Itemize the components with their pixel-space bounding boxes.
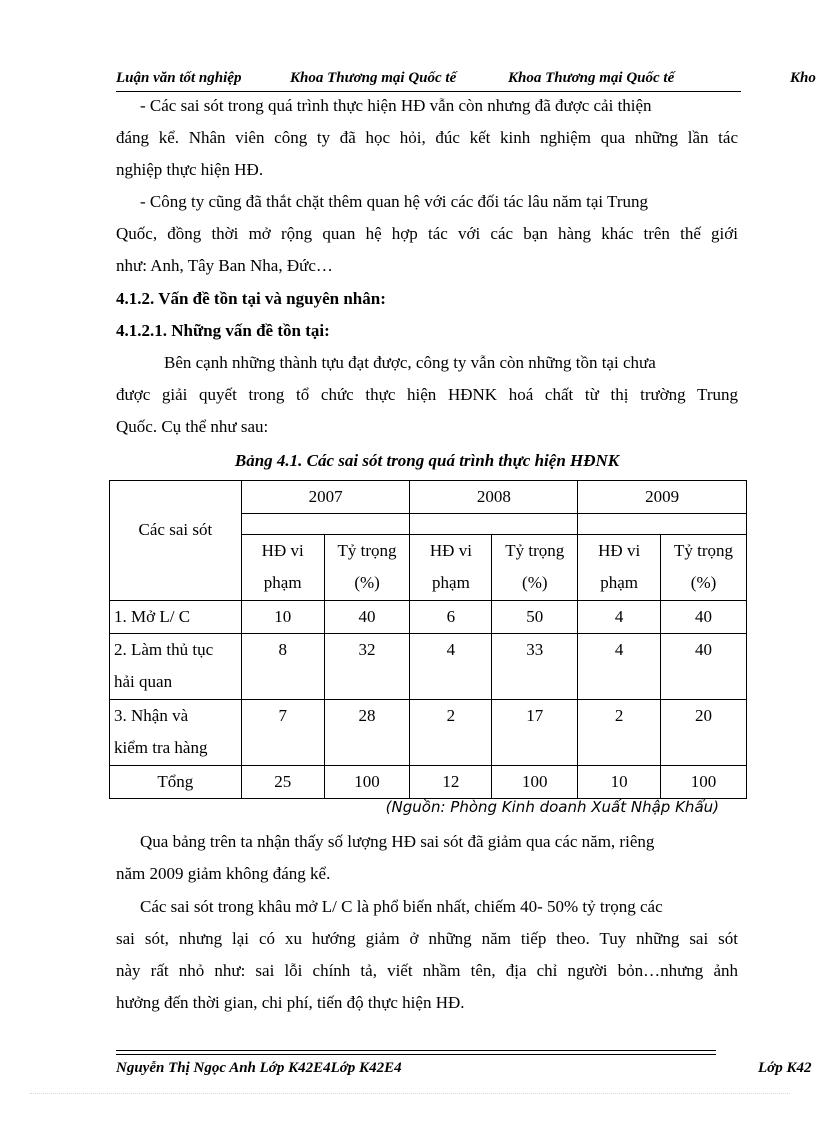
subheader-cell: HĐ vi phạm [241, 535, 324, 601]
text-line: Quốc. Cụ thể như sau: [116, 417, 269, 436]
value-cell: 100 [324, 766, 410, 799]
value-cell: 6 [410, 601, 492, 634]
paragraph-2 [116, 186, 738, 282]
text-line: Qua bảng trên ta nhận thấy số lượng HĐ sai sót đã giảm qua các năm, riêng [140, 832, 655, 851]
text-line: hưởng đến thời gian, chi phí, tiến độ thực hiện HĐ. [116, 993, 465, 1012]
text-line: đáng kể. Nhân viên công ty đã học hỏi, đúc kết kinh nghiệm qua những lần tác [116, 128, 738, 147]
page-bottom-border [30, 1093, 790, 1094]
value-cell: 32 [324, 634, 410, 700]
header-faculty-label-3: Kho [790, 70, 816, 86]
value-cell: 40 [661, 634, 747, 700]
page-header [116, 70, 816, 92]
value-cell: 8 [241, 634, 324, 700]
subheader-cell: HĐ vi phạm [410, 535, 492, 601]
header-thesis-label: Luận văn tốt nghiệp [116, 70, 242, 86]
value-cell: 33 [492, 634, 578, 700]
paragraph-4 [116, 826, 738, 890]
value-cell: 50 [492, 601, 578, 634]
value-cell: 40 [324, 601, 410, 634]
text-line: sai sót, nhưng lại có xu hướng giảm ở những năm tiếp theo. Tuy những sai sót [116, 929, 738, 948]
text-line: - Các sai sót trong quá trình thực hiện HĐ vẫn còn nhưng đã được cải thiện [140, 96, 652, 115]
text-line: Các sai sót trong khâu mở L/ C là phổ biến nhất, chiếm 40- 50% tỷ trọng các [140, 897, 663, 916]
row-label: Tổng [110, 766, 242, 799]
year-cell: 2009 [578, 481, 747, 514]
value-cell: 100 [661, 766, 747, 799]
footer-rule [116, 1050, 716, 1051]
footer-class: Lớp K42 [758, 1060, 812, 1076]
table-row [110, 634, 747, 700]
year-cell: 2008 [410, 481, 578, 514]
text-line: Quốc, đồng thời mở rộng quan hệ hợp tác với các bạn hàng khác trên thế giới [116, 224, 738, 243]
table-caption: Bảng 4.1. Các sai sót trong quá trình thực hiện HĐNK [234, 451, 620, 470]
text-line: nghiệp thực hiện HĐ. [116, 160, 264, 179]
subheader-cell: Tỷ trọng (%) [324, 535, 410, 601]
value-cell: 28 [324, 700, 410, 766]
value-cell: 7 [241, 700, 324, 766]
value-cell: 2 [578, 700, 661, 766]
value-cell: 20 [661, 700, 747, 766]
subheader-cell: HĐ vi phạm [578, 535, 661, 601]
text-line: được giải quyết trong tổ chức thực hiện HĐNK hoá chất từ thị trường Trung [116, 385, 738, 404]
value-cell: 10 [578, 766, 661, 799]
value-cell: 4 [578, 634, 661, 700]
value-cell: 40 [661, 601, 747, 634]
row-header-cell: Các sai sót [110, 481, 242, 601]
table-row [110, 700, 747, 766]
header-faculty-label-2: Khoa Thương mại Quốc tế [508, 70, 675, 86]
value-cell: 10 [241, 601, 324, 634]
value-cell: 2 [410, 700, 492, 766]
value-cell: 12 [410, 766, 492, 799]
errors-table [109, 480, 747, 799]
subheader-cell: Tỷ trọng (%) [492, 535, 578, 601]
table-row [110, 601, 747, 634]
row-label: 1. Mở L/ C [110, 601, 242, 634]
row-label: 2. Làm thủ tục hải quan [110, 634, 242, 700]
text-line: Bên cạnh những thành tựu đạt được, công ty vẫn còn những tồn tại chưa [164, 353, 656, 372]
value-cell: 17 [492, 700, 578, 766]
table-source: (Nguồn: Phòng Kinh doanh Xuất Nhập Khẩu) [385, 798, 719, 816]
paragraph-1 [116, 90, 738, 186]
text-line: như: Anh, Tây Ban Nha, Đức… [116, 256, 333, 275]
paragraph-3 [116, 347, 738, 443]
page-footer [116, 1060, 816, 1080]
value-cell: 25 [241, 766, 324, 799]
subsection-heading: 4.1.2.1. Những vấn đề tồn tại: [116, 321, 330, 340]
subheader-cell: Tỷ trọng (%) [661, 535, 747, 601]
year-cell: 2007 [241, 481, 410, 514]
section-heading: 4.1.2. Vấn đề tồn tại và nguyên nhân: [116, 289, 386, 308]
text-line: năm 2009 giảm không đáng kể. [116, 864, 331, 883]
text-line: này rất nhỏ như: sai lỗi chính tả, viết nhầm tên, địa chỉ người bỏn…nhưng ảnh [116, 961, 738, 980]
table-total-row [110, 766, 747, 799]
value-cell: 4 [410, 634, 492, 700]
paragraph-5 [116, 891, 738, 1019]
footer-rule-second [116, 1054, 716, 1055]
header-faculty-label: Khoa Thương mại Quốc tế [290, 70, 457, 86]
row-label: 3. Nhận và kiểm tra hàng [110, 700, 242, 766]
value-cell: 4 [578, 601, 661, 634]
text-line: - Công ty cũng đã thắt chặt thêm quan hệ với các đối tác lâu năm tại Trung [140, 192, 649, 211]
table-year-row [110, 481, 747, 514]
footer-author: Nguyễn Thị Ngọc Anh Lớp K42E4Lớp K42E4 [116, 1060, 402, 1076]
value-cell: 100 [492, 766, 578, 799]
